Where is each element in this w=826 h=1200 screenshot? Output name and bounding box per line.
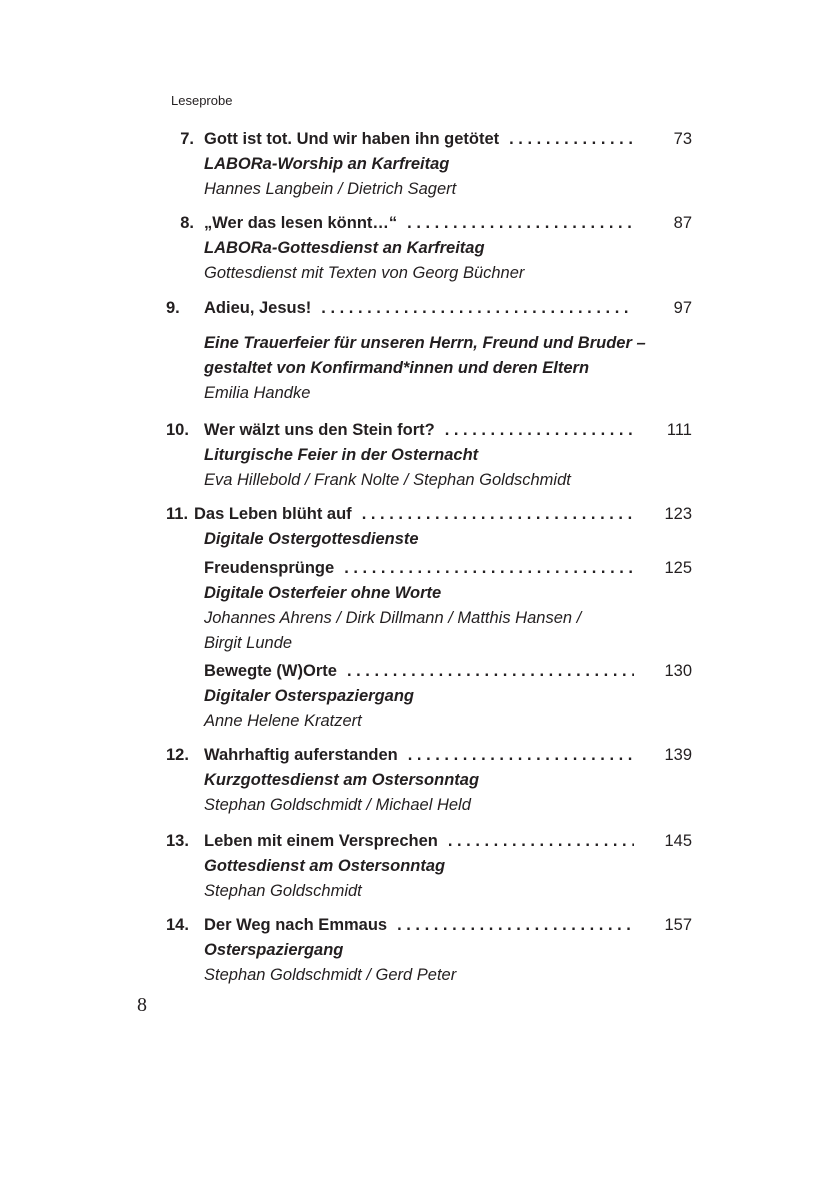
toc-entry-12[interactable] xyxy=(166,743,692,818)
toc-subentry-bewegte-worte[interactable] xyxy=(204,659,692,734)
subentry-authors: Anne Helene Kratzert xyxy=(204,712,362,730)
toc-subentry-freudenspruenge[interactable] xyxy=(204,556,692,656)
dot-leader xyxy=(344,556,634,581)
dot-leader xyxy=(445,418,634,443)
subentry-subtitle: Digitaler Osterspaziergang xyxy=(204,687,414,705)
entry-title: Das Leben blüht auf xyxy=(194,505,352,523)
entry-page-number: 123 xyxy=(664,505,692,523)
entry-subtitle-line-1: Eine Trauerfeier für unseren Herrn, Freund und Bruder – xyxy=(204,334,646,352)
entry-authors: Stephan Goldschmidt / Michael Held xyxy=(204,796,471,814)
entry-authors: Emilia Handke xyxy=(204,384,311,402)
toc-entry-8[interactable] xyxy=(166,211,692,286)
entry-page-number: 73 xyxy=(673,130,692,148)
entry-number: 13. xyxy=(166,832,189,850)
entry-authors: Eva Hillebold / Frank Nolte / Stephan Goldschmidt xyxy=(204,471,571,489)
entry-number: 7. xyxy=(180,130,194,148)
entry-subtitle: LABORa-Gottesdienst an Karfreitag xyxy=(204,239,485,257)
toc-entry-11[interactable] xyxy=(166,502,692,552)
dot-leader xyxy=(408,743,634,768)
entry-number: 14. xyxy=(166,916,189,934)
entry-subtitle: Liturgische Feier in der Osternacht xyxy=(204,446,479,464)
entry-title: Wahrhaftig auferstanden xyxy=(204,746,398,764)
entry-title: Adieu, Jesus! xyxy=(204,299,312,317)
subentry-authors-line-2: Birgit Lunde xyxy=(204,634,293,652)
entry-title: Gott ist tot. Und wir haben ihn getötet xyxy=(204,130,500,148)
entry-page-number: 139 xyxy=(664,746,692,764)
entry-page-number: 157 xyxy=(664,916,692,934)
entry-subtitle: Kurzgottesdienst am Ostersonntag xyxy=(204,771,480,789)
entry-page-number: 111 xyxy=(666,421,692,439)
entry-number: 11. xyxy=(166,505,189,523)
dot-leader xyxy=(397,913,634,938)
entry-authors: Stephan Goldschmidt xyxy=(204,882,362,900)
entry-title: „Wer das lesen könnt…“ xyxy=(204,214,398,232)
entry-number: 9. xyxy=(166,299,180,317)
entry-authors: Gottesdienst mit Texten von Georg Büchner xyxy=(204,264,525,282)
entry-page-number: 97 xyxy=(673,299,692,317)
entry-authors: Hannes Langbein / Dietrich Sagert xyxy=(204,180,457,198)
dot-leader xyxy=(448,829,634,854)
dot-leader xyxy=(407,211,634,236)
entry-title: Der Weg nach Emmaus xyxy=(204,916,388,934)
subentry-authors-line-1: Johannes Ahrens / Dirk Dillmann / Matthis Hansen / xyxy=(204,609,582,627)
dot-leader xyxy=(347,659,634,684)
subentry-page-number: 130 xyxy=(664,662,692,680)
dot-leader xyxy=(509,127,634,152)
entry-page-number: 145 xyxy=(664,832,692,850)
entry-title: Wer wälzt uns den Stein fort? xyxy=(204,421,435,439)
toc-entry-9[interactable] xyxy=(166,296,692,406)
subentry-page-number: 125 xyxy=(664,559,692,577)
entry-number: 12. xyxy=(166,746,189,764)
subentry-title: Bewegte (W)Orte xyxy=(204,662,337,680)
entry-subtitle-line-2: gestaltet von Konfirmand*innen und deren Eltern xyxy=(204,359,590,377)
entry-number: 10. xyxy=(166,421,189,439)
entry-subtitle: Osterspaziergang xyxy=(204,941,344,959)
entry-subtitle: Gottesdienst am Ostersonntag xyxy=(204,857,446,875)
toc-entry-14[interactable] xyxy=(166,913,692,988)
toc-entry-7[interactable] xyxy=(166,127,692,202)
subentry-subtitle: Digitale Osterfeier ohne Worte xyxy=(204,584,442,602)
entry-subtitle: LABORa-Worship an Karfreitag xyxy=(204,155,450,173)
running-header-label: Leseprobe xyxy=(171,93,233,108)
entry-title: Leben mit einem Versprechen xyxy=(204,832,438,850)
entry-authors: Stephan Goldschmidt / Gerd Peter xyxy=(204,966,457,984)
subentry-title: Freudensprünge xyxy=(204,559,335,577)
toc-entry-10[interactable] xyxy=(166,418,692,493)
entry-subtitle: Digitale Ostergottesdienste xyxy=(204,530,419,548)
entry-number: 8. xyxy=(180,214,194,232)
dot-leader xyxy=(321,296,634,321)
toc-entry-13[interactable] xyxy=(166,829,692,904)
page-number: 8 xyxy=(137,994,147,1016)
dot-leader xyxy=(362,502,634,527)
entry-page-number: 87 xyxy=(673,214,692,232)
